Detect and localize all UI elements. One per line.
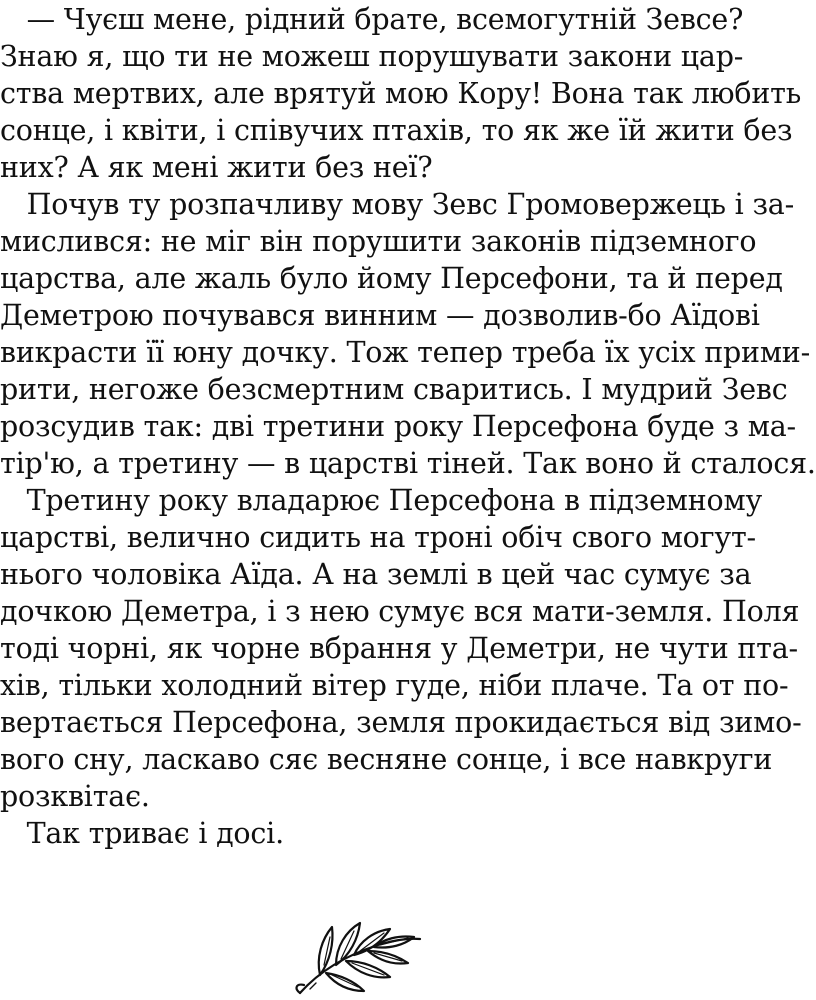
text-line: хів, тільки холодний вітер гуде, ніби плаче. Та от по-: [0, 669, 789, 702]
text-line: царства, але жаль було йому Персефони, та й перед: [0, 262, 783, 295]
text-line: розквітає.: [0, 780, 150, 813]
text-line: тір'ю, а третину — в царстві тіней. Так воно й сталося.: [0, 447, 816, 480]
text-line: них? А як мені жити без неї?: [0, 151, 433, 184]
text-line: Деметрою почувався винним — дозволив-бо Аїдові: [0, 299, 760, 332]
text-line: Почув ту розпачливу мову Зевс Громовержець і за-: [0, 188, 795, 221]
text-line: Третину року владарює Персефона в підземному: [0, 484, 763, 517]
text-line: рити, негоже безсмертним сваритись. І мудрий Зевс: [0, 373, 788, 406]
text-line: Так триває і досі.: [0, 817, 284, 850]
text-line: тоді чорні, як чорне вбрання у Деметри, не чути пта-: [0, 632, 798, 665]
text-line: — Чуєш мене, рідний брате, всемогутній Зевсе?: [0, 3, 744, 36]
text-line: нього чоловіка Аїда. А на землі в цей час сумує за: [0, 558, 752, 591]
text-line: дочкою Деметра, і з нею сумує вся мати-земля. Поля: [0, 595, 800, 628]
text-line: викрасти її юну дочку. Тож тепер треба їх усіх прими-: [0, 336, 811, 369]
text-line: ства мертвих, але врятуй мою Кору! Вона так любить: [0, 77, 802, 110]
text-line: розсудив так: дві третини року Персефона буде з ма-: [0, 410, 796, 443]
text-line: вого сну, ласкаво сяє весняне сонце, і все навкруги: [0, 743, 773, 776]
text-line: царстві, велично сидить на троні обіч свого могут-: [0, 521, 756, 554]
text-line: Знаю я, що ти не можеш порушувати закони цар-: [0, 40, 744, 73]
text-line: сонце, і квіти, і співучих птахів, то як же їй жити без: [0, 114, 793, 147]
laurel-branch-icon: [286, 905, 426, 997]
text-line: вертається Персефона, земля прокидається від зимо-: [0, 706, 802, 739]
text-line: мислився: не міг він порушити законів підземного: [0, 225, 757, 258]
